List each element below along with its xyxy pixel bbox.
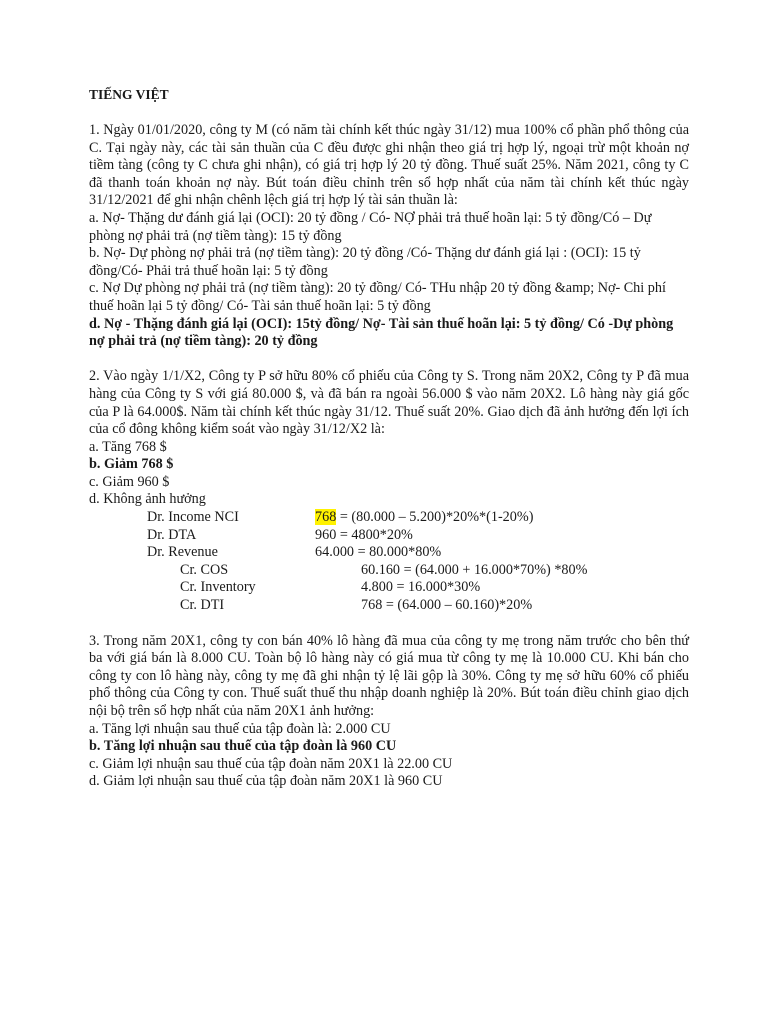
question-2 bbox=[89, 368, 689, 615]
question-2-option-c: c. Giảm 960 $ bbox=[89, 473, 170, 490]
document-page bbox=[89, 86, 689, 791]
entry-account: Cr. DTI bbox=[180, 597, 225, 614]
question-2-stem: 2. Vào ngày 1/1/X2, Công ty P sở hữu 80% cổ phiếu của Công ty S. Trong năm 20X2, Công ty P đã mua hàng của Công ty S với giá 80.000 $, và đã bán ra ngoài 56.000 $ vào năm 20X2. Lô hàng này giá gốc của P là 64.000$. Năm tài chính kết thúc ngày 31/12. Thuế suất 20%. Giao dịch đã ảnh hưởng đến lợi ích của cổ đông không kiểm soát vào ngày 31/12/X2 là: bbox=[89, 368, 689, 438]
question-1-option-a: a. Nợ- Thặng dư đánh giá lại (OCI): 20 tỷ đồng / Có- NỢ phải trả thuế hoãn lại: 5 tỷ đồng/Có – Dự phòng nợ phải trả (nợ tiềm tàng): 15 tỷ đồng bbox=[89, 209, 652, 244]
journal-entries bbox=[89, 509, 689, 615]
question-2-option-a: a. Tăng 768 $ bbox=[89, 438, 167, 455]
entry-account: Dr. Income NCI bbox=[147, 509, 239, 526]
question-1-option-b: b. Nợ- Dự phòng nợ phải trả (nợ tiềm tàng): 20 tỷ đồng /Có- Thặng dư đánh giá lại : (OCI): 15 tỷ đồng/Có- Phải trả thuế hoãn lại: 5 tỷ đồng bbox=[89, 245, 641, 279]
entry-formula: 64.000 = 80.000*80% bbox=[315, 544, 442, 561]
question-1-option-c: c. Nợ Dự phòng nợ phải trả (nợ tiềm tàng): 20 tỷ đồng/ Có- THu nhập 20 tỷ đồng &amp; Nợ- Chi phí thuế hoãn lại 5 tỷ đồng/ Có- Tài sản thuế hoãn lại: 5 tỷ đồng bbox=[89, 280, 666, 314]
entry-formula: 960 = 4800*20% bbox=[315, 526, 413, 543]
question-3 bbox=[89, 633, 689, 791]
question-1-stem: 1. Ngày 01/01/2020, công ty M (có năm tài chính kết thúc ngày 31/12) mua 100% cổ phần phổ thông của C. Tại ngày này, các tài sản thuần của C đều được ghi nhận theo giá trị hợp lý, ngoại trừ một khoản nợ tiềm tàng (công ty C chưa ghi nhận), có giá trị hợp lý 20 tỷ đồng. Thuế suất 25%. Năm 2021, công ty C đã thanh toán khoản nợ này. Bút toán điều chỉnh trên sổ hợp nhất của năm tài chính kết thúc ngày 31/12/2021 để ghi nhận chênh lệch giá trị hợp lý tài sản thuần là: bbox=[89, 122, 689, 209]
question-3-option-d: d. Giảm lợi nhuận sau thuế của tập đoàn năm 20X1 là 960 CU bbox=[89, 773, 443, 790]
paragraph-gap bbox=[89, 351, 689, 369]
document-title: TIẾNG VIỆT bbox=[89, 87, 169, 102]
question-3-option-b-answer: b. Tăng lợi nhuận sau thuế của tập đoàn là 960 CU bbox=[89, 738, 397, 755]
entry-highlight-value: 768 bbox=[315, 509, 337, 526]
question-1 bbox=[89, 122, 689, 351]
entry-formula: 768 = (64.000 – 60.160)*20% bbox=[361, 597, 533, 614]
question-3-option-c: c. Giảm lợi nhuận sau thuế của tập đoàn năm 20X1 là 22.00 CU bbox=[89, 755, 453, 772]
entry-formula: 60.160 = (64.000 + 16.000*70%) *80% bbox=[361, 561, 588, 578]
question-3-option-a: a. Tăng lợi nhuận sau thuế của tập đoàn là: 2.000 CU bbox=[89, 720, 391, 737]
question-3-stem: 3. Trong năm 20X1, công ty con bán 40% lô hàng đã mua của công ty mẹ trong năm trước cho bên thứ ba với giá bán là 8.000 CU. Toàn bộ lô hàng này có giá mua từ công ty mẹ là 10.000 CU. Khi bán cho công ty con lô hàng này, công ty mẹ đã ghi nhận tỷ lệ lãi gộp là 30%. Công ty mẹ sở hữu 60% cổ phiếu phổ thông của Công ty con. Thuế suất thuế thu nhập doanh nghiệp là 20%. Bút toán điều chỉnh giao dịch nội bộ trên sổ hợp nhất của năm 20X1 ảnh hưởng: bbox=[89, 632, 689, 720]
entry-formula: 4.800 = 16.000*30% bbox=[361, 579, 481, 596]
entry-account: Dr. DTA bbox=[147, 526, 197, 543]
entry-account: Cr. COS bbox=[180, 561, 229, 578]
entry-account: Cr. Inventory bbox=[180, 579, 256, 596]
question-1-option-d-answer: d. Nợ - Thặng đánh giá lại (OCI): 15tỷ đồng/ Nợ- Tài sản thuế hoãn lại: 5 tỷ đồng/ Có -Dự phòng nợ phải trả (nợ tiềm tàng): 20 tỷ đồng bbox=[89, 315, 674, 350]
entry-account: Dr. Revenue bbox=[147, 544, 218, 561]
paragraph-gap bbox=[89, 615, 689, 633]
question-2-option-d: d. Không ảnh hưởng bbox=[89, 491, 206, 508]
entry-formula-text: = (80.000 – 5.200)*20%*(1-20%) bbox=[336, 509, 534, 526]
question-2-option-b-answer: b. Giảm 768 $ bbox=[89, 456, 174, 473]
entry-formula bbox=[315, 509, 533, 527]
